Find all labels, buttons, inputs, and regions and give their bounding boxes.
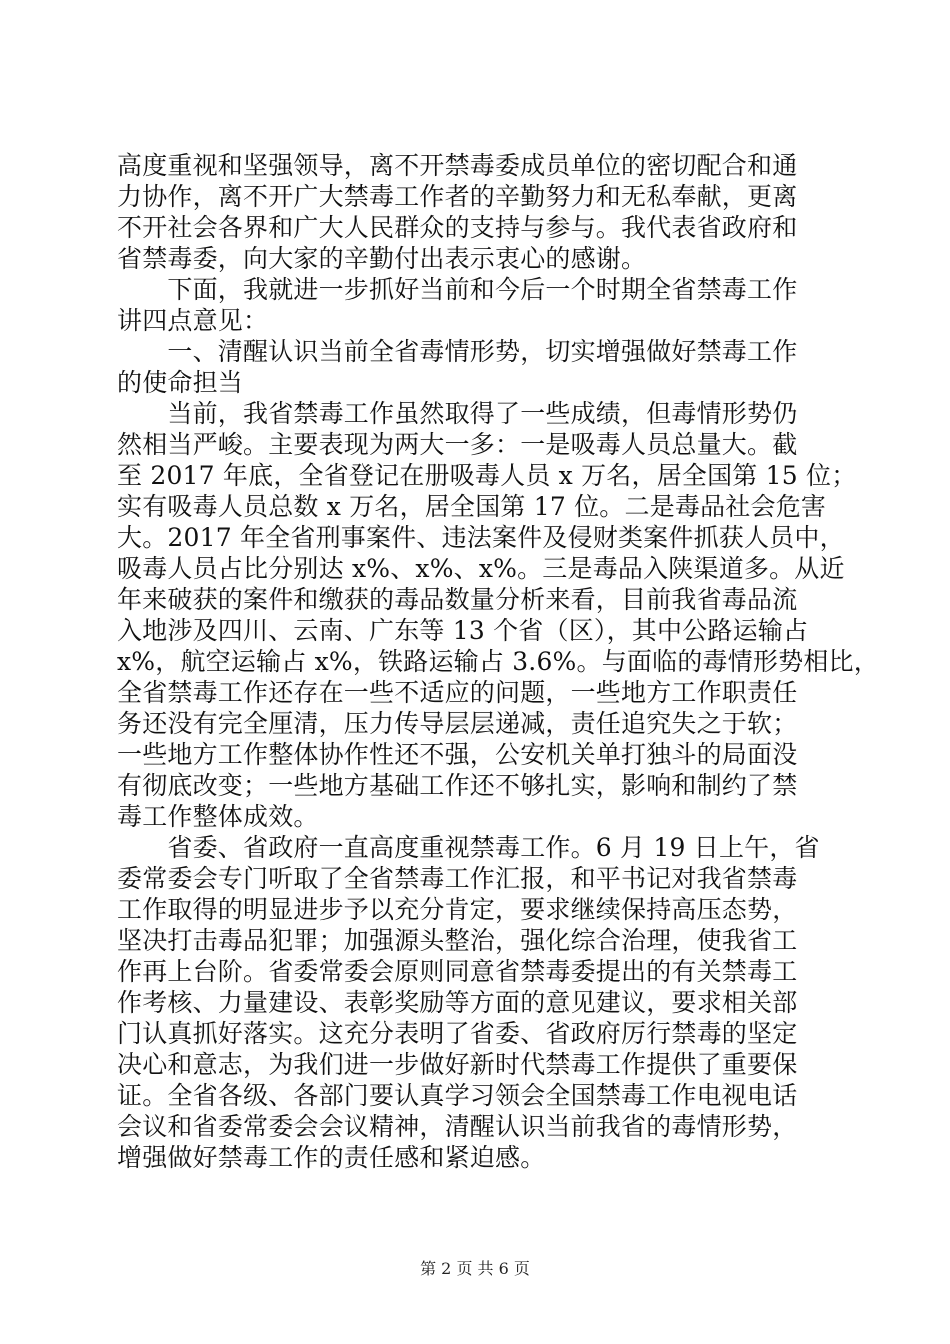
section-heading-line: 的使命担当 (117, 368, 244, 397)
text-line: 省委、省政府一直高度重视禁毒工作。6 月 19 日上午，省 (117, 833, 820, 862)
text-line: 增强做好禁毒工作的责任感和紧迫感。 (117, 1143, 546, 1172)
text-line: 至 2017 年底，全省登记在册吸毒人员 x 万名，居全国第 15 位； (117, 461, 857, 490)
text-line: 证。全省各级、各部门要认真学习领会全国禁毒工作电视电话 (117, 1081, 798, 1110)
page-number-footer: 第 2 页 共 6 页 (420, 1259, 530, 1278)
text-line: 会议和省委常委会会议精神，清醒认识当前我省的毒情形势， (117, 1112, 798, 1141)
document-body (117, 150, 879, 1173)
text-line: 实有吸毒人员总数 x 万名，居全国第 17 位。二是毒品社会危害 (117, 492, 827, 521)
text-line: 不开社会各界和广大人民群众的支持与参与。我代表省政府和 (117, 213, 798, 242)
text-line: 作再上台阶。省委常委会原则同意省禁毒委提出的有关禁毒工 (117, 957, 798, 986)
text-line: 大。2017 年全省刑事案件、违法案件及侵财类案件抓获人员中， (117, 523, 845, 552)
text-line: 当前，我省禁毒工作虽然取得了一些成绩，但毒情形势仍 (117, 399, 798, 428)
text-line: 一些地方工作整体协作性还不强，公安机关单打独斗的局面没 (117, 740, 798, 769)
text-line: 讲四点意见： (117, 306, 269, 335)
text-line: 毒工作整体成效。 (117, 802, 319, 831)
text-line: 委常委会专门听取了全省禁毒工作汇报，和平书记对我省禁毒 (117, 864, 798, 893)
text-line: 下面，我就进一步抓好当前和今后一个时期全省禁毒工作 (117, 275, 798, 304)
text-line: 有彻底改变；一些地方基础工作还不够扎实，影响和制约了禁 (117, 771, 798, 800)
text-line: 省禁毒委，向大家的辛勤付出表示衷心的感谢。 (117, 244, 647, 273)
text-line: 工作取得的明显进步予以充分肯定，要求继续保持高压态势， (117, 895, 798, 924)
text-line: x%，航空运输占 x%，铁路运输占 3.6%。与面临的毒情形势相比， (117, 647, 879, 676)
text-line: 力协作，离不开广大禁毒工作者的辛勤努力和无私奉献，更离 (117, 182, 798, 211)
text-line: 然相当严峻。主要表现为两大一多：一是吸毒人员总量大。截 (117, 430, 798, 459)
text-line: 高度重视和坚强领导，离不开禁毒委成员单位的密切配合和通 (117, 151, 798, 180)
text-line: 坚决打击毒品犯罪；加强源头整治，强化综合治理，使我省工 (117, 926, 798, 955)
text-line: 作考核、力量建设、表彰奖励等方面的意见建议，要求相关部 (117, 988, 798, 1017)
text-line: 务还没有完全厘清，压力传导层层递减，责任追究失之于软； (117, 709, 798, 738)
text-line: 入地涉及四川、云南、广东等 13 个省（区），其中公路运输占 (117, 616, 809, 645)
text-line: 决心和意志，为我们进一步做好新时代禁毒工作提供了重要保 (117, 1050, 798, 1079)
text-line: 全省禁毒工作还存在一些不适应的问题，一些地方工作职责任 (117, 678, 798, 707)
text-line: 门认真抓好落实。这充分表明了省委、省政府厉行禁毒的坚定 (117, 1019, 798, 1048)
section-heading-line: 一、清醒认识当前全省毒情形势，切实增强做好禁毒工作 (117, 337, 798, 366)
text-line: 年来破获的案件和缴获的毒品数量分析来看，目前我省毒品流 (117, 585, 798, 614)
text-line: 吸毒人员占比分别达 x%、x%、x%。三是毒品入陕渠道多。从近 (117, 554, 845, 583)
